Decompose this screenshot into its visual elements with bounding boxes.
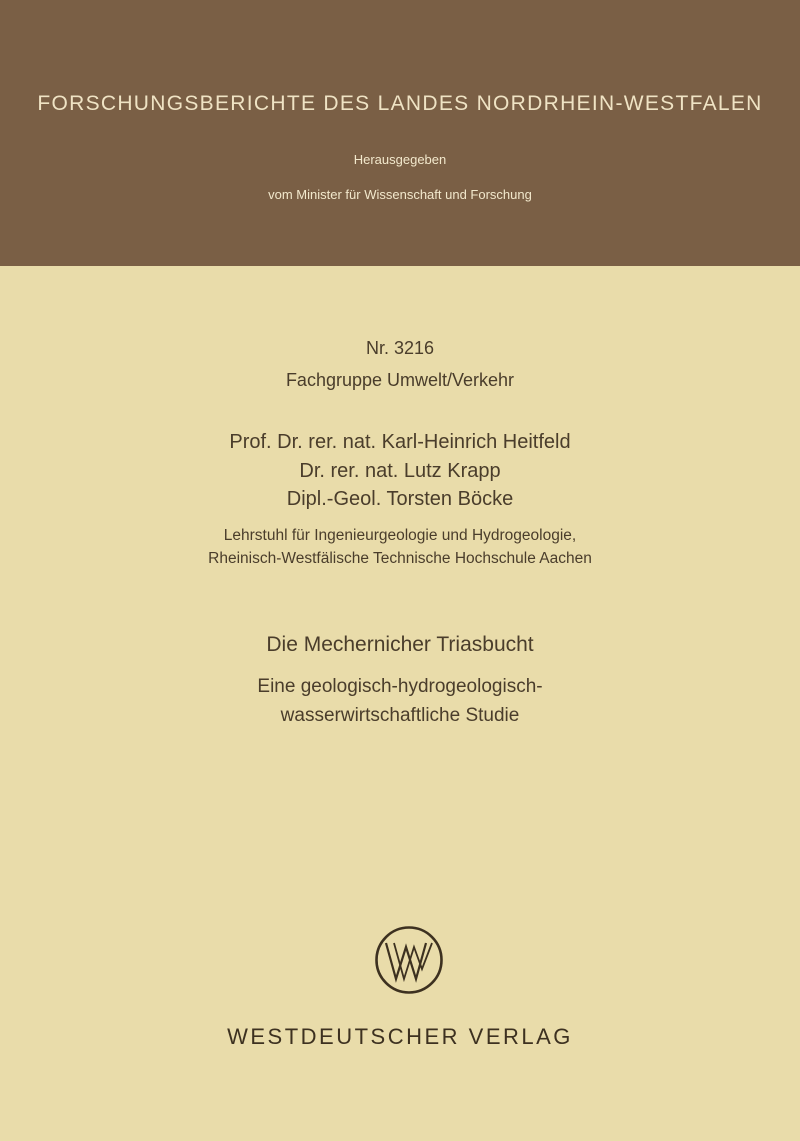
book-subtitle-line-2: wasserwirtschaftliche Studie	[280, 705, 520, 726]
header-band	[0, 0, 800, 266]
report-number: Nr. 3216	[365, 338, 435, 358]
wv-circle-logo-icon	[374, 925, 444, 995]
author-1: Prof. Dr. rer. nat. Karl-Heinrich Heitfeld	[229, 431, 571, 453]
editor-line-1: Herausgegeben	[353, 152, 447, 167]
institution-line-1: Lehrstuhl für Ingenieurgeologie und Hydrogeologie,	[223, 527, 577, 544]
institution-line-2: Rheinisch-Westfälische Technische Hochschule Aachen	[208, 550, 592, 567]
book-title: Die Mechernicher Triasbucht	[266, 633, 534, 656]
editor-line-2: vom Minister für Wissenschaft und Forschung	[268, 187, 532, 202]
author-2: Dr. rer. nat. Lutz Krapp	[299, 460, 501, 482]
author-3: Dipl.-Geol. Torsten Böcke	[286, 488, 514, 510]
book-subtitle-line-1: Eine geologisch-hydrogeologisch-	[257, 676, 543, 697]
publisher-name: WESTDEUTSCHER VERLAG	[227, 1024, 573, 1049]
report-group: Fachgruppe Umwelt/Verkehr	[285, 370, 515, 390]
series-title: FORSCHUNGSBERICHTE DES LANDES NORDRHEIN-WESTFALEN	[37, 92, 763, 115]
